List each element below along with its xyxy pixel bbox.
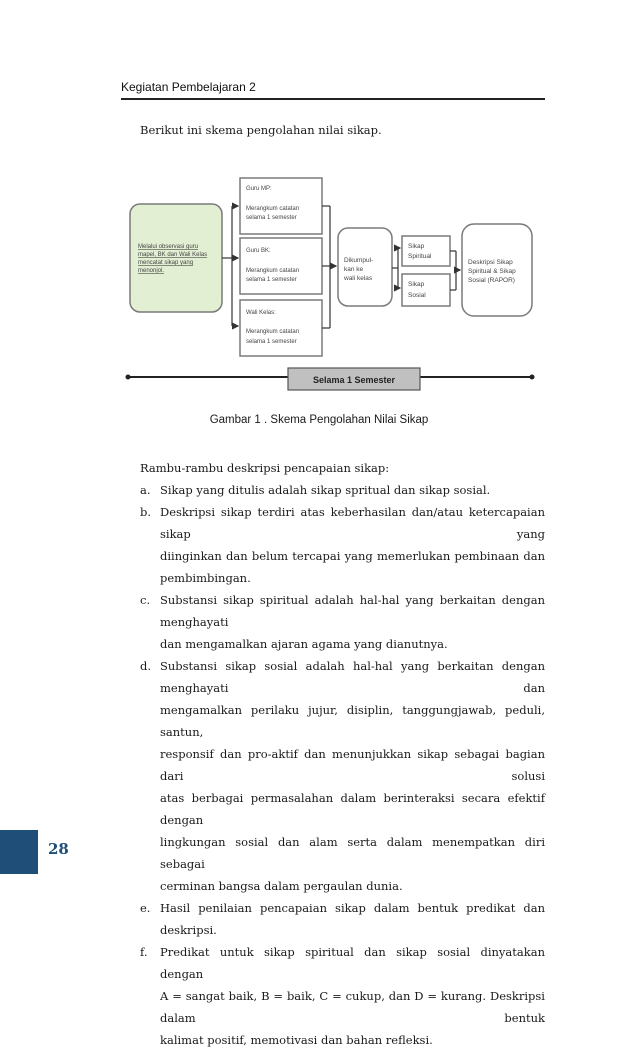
list-item-label: d. [140, 659, 152, 673]
timeline-start-dot [126, 375, 131, 380]
role-line: selama 1 semester [246, 277, 297, 283]
role-line: Merangkum catatan [246, 206, 300, 212]
list-item-text [160, 941, 545, 1051]
role-box-wali-kelas [240, 300, 322, 356]
timeline-end-dot [530, 375, 535, 380]
role-title: Guru MP: [246, 186, 272, 192]
list-item [140, 501, 545, 589]
role-line: selama 1 semester [246, 339, 297, 345]
page-number: 28 [48, 840, 69, 858]
collect-line: kan ke [344, 266, 364, 273]
list-item [140, 479, 545, 501]
list-item-line: Substansi sikap spiritual adalah hal-hal yang berkaitan dengan menghayati [160, 593, 545, 629]
list-item-line: A = sangat baik, B = baik, C = cukup, dan D = kurang. Deskripsi dalam bentuk [160, 989, 545, 1025]
list-item-line: responsif dan pro-aktif dan menunjukkan sikap sebagai bagian dari solusi [160, 747, 545, 783]
role-line: Merangkum catatan [246, 329, 300, 335]
attitude-line: Spiritual [408, 253, 432, 260]
list-item-line: cerminan bangsa dalam pergaulan dunia. [160, 879, 403, 893]
list-item-line: Hasil penilaian pencapaian sikap dalam bentuk predikat dan deskripsi. [160, 901, 545, 937]
attitude-box-spiritual [402, 236, 450, 266]
role-line: Merangkum catatan [246, 268, 300, 274]
list-item-text [160, 501, 545, 589]
intro-text: Berikut ini skema pengolahan nilai sikap. [140, 123, 382, 137]
guidelines-section [140, 457, 545, 1051]
list-item-line: Predikat untuk sikap spiritual dan sikap sosial dinyatakan dengan [160, 945, 545, 981]
running-header: Kegiatan Pembelajaran 2 [121, 80, 256, 94]
list-item-line: pembimbingan. [160, 571, 251, 585]
guidelines-heading: Rambu-rambu deskripsi pencapaian sikap: [140, 461, 390, 475]
role-title: Wali Kelas: [246, 310, 276, 316]
figure-caption: Gambar 1 . Skema Pengolahan Nilai Sikap [209, 414, 429, 426]
source-line: Melalui observasi guru [138, 244, 199, 250]
collect-line: Dikumpul- [344, 257, 374, 264]
list-item-label: b. [140, 505, 152, 519]
list-item-text [160, 655, 545, 897]
header-rule [121, 98, 545, 100]
role-line: selama 1 semester [246, 215, 297, 221]
list-item-line: Substansi sikap sosial adalah hal-hal yang berkaitan dengan menghayati dan [160, 659, 545, 695]
role-title: Guru BK: [246, 248, 271, 254]
list-item [140, 589, 545, 655]
result-line: Spiritual & Sikap [468, 268, 516, 275]
list-item [140, 941, 545, 1051]
list-item-text [160, 897, 545, 941]
schema-diagram [124, 176, 536, 396]
list-item-line: atas berbagai permasalahan dalam berinteraksi secara efektif dengan [160, 791, 545, 827]
attitude-line: Sikap [408, 281, 425, 288]
list-item [140, 897, 545, 941]
attitude-line: Sosial [408, 292, 426, 299]
list-item-line: diinginkan dan belum tercapai yang memerlukan pembinaan dan [160, 549, 545, 563]
list-item-label: c. [140, 593, 151, 607]
list-item [140, 655, 545, 897]
role-box-guru-bk [240, 238, 322, 294]
list-item-line: Sikap yang ditulis adalah sikap spritual dan sikap sosial. [160, 483, 491, 497]
list-item-line: mengamalkan perilaku jujur, disiplin, tanggungjawab, peduli, santun, [160, 703, 545, 739]
list-item-text [160, 479, 545, 501]
source-box [130, 204, 222, 312]
list-item-label: f. [140, 945, 148, 959]
list-item-line: Deskripsi sikap terdiri atas keberhasilan dan/atau ketercapaian sikap yang [160, 505, 545, 541]
source-line: mapel, BK dan Wali Kelas [138, 252, 208, 258]
result-line: Sosial (RAPOR) [468, 277, 515, 284]
list-item-text [160, 589, 545, 655]
source-line: mencatat sikap yang [138, 260, 194, 266]
list-item-label: a. [140, 483, 151, 497]
list-item-line: dan mengamalkan ajaran agama yang dianutnya. [160, 637, 448, 651]
list-item-line: kalimat positif, memotivasi dan bahan refleksi. [160, 1033, 433, 1047]
source-line: menonjol. [138, 268, 165, 274]
attitude-line: Sikap [408, 243, 425, 250]
list-item-line: lingkungan sosial dan alam serta dalam menempatkan diri sebagai [160, 835, 545, 871]
timeline-label: Selama 1 Semester [312, 375, 396, 385]
list-item-label: e. [140, 901, 151, 915]
result-line: Deskripsi Sikap [468, 259, 513, 266]
attitude-box-sosial [402, 274, 450, 306]
page-number-tab [0, 830, 38, 874]
schema-svg [124, 176, 536, 396]
collect-line: wali kelas [344, 275, 373, 282]
